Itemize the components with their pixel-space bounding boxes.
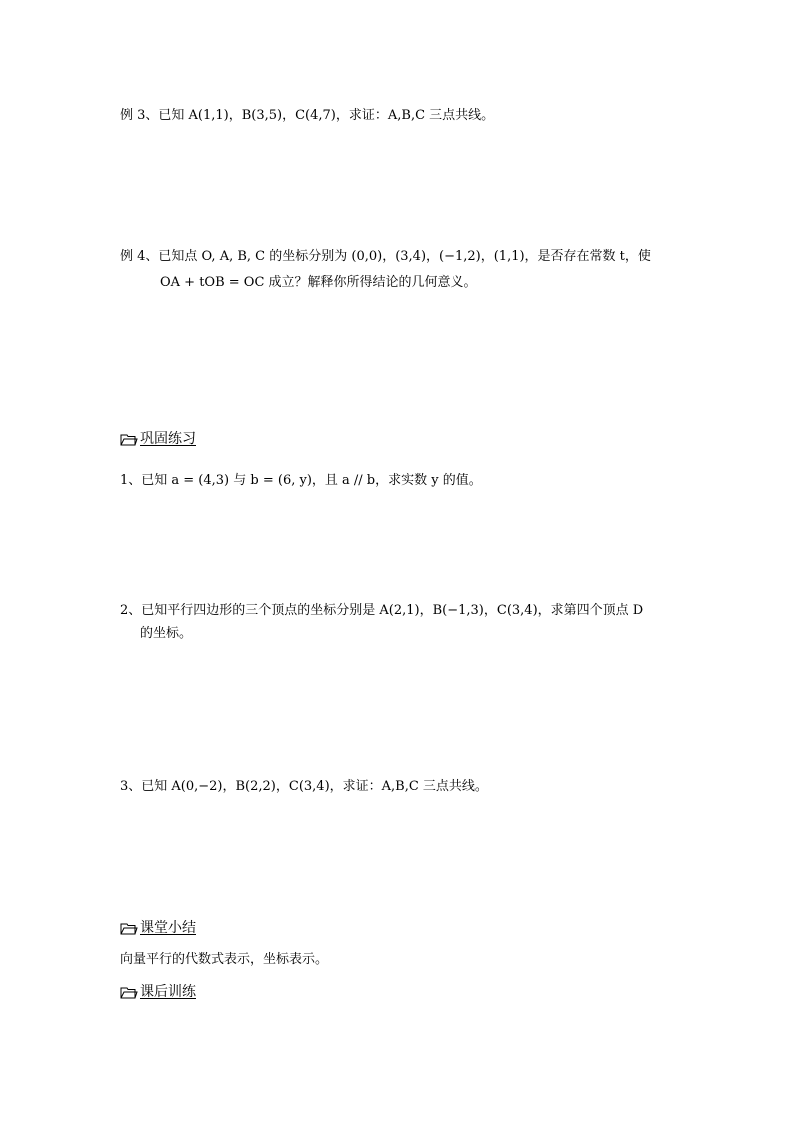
practice-question-2-line-1: 2、已知平行四边形的三个顶点的坐标分别是 A(2,1)，B(−1,3)，C(3,4)，求第四个顶点 D [120,603,644,618]
section-homework-label: 课后训练 [140,984,196,1000]
section-practice-label: 巩固练习 [140,431,196,447]
folder-icon [120,433,138,446]
practice-question-1: 1、已知 a = (4,3) 与 b = (6, y)，且 a // b，求实数 y 的值。 [120,473,482,488]
example-4-line-2: OA + tOB = OC 成立？解释你所得结论的几何意义。 [160,275,477,290]
summary-text: 向量平行的代数式表示，坐标表示。 [120,952,329,967]
section-practice-heading [120,429,196,449]
section-summary-heading [120,918,196,938]
practice-question-2-line-2: 的坐标。 [140,626,193,641]
example-4-line-1: 例 4、已知点 O, A, B, C 的坐标分别为 (0,0)，(3,4)，(−1,2)，(1,1)，是否存在常数 t，使 [120,249,651,264]
example-3: 例 3、已知 A(1,1)，B(3,5)，C(4,7)，求证：A,B,C 三点共线。 [120,108,495,123]
section-homework-heading [120,982,196,1002]
folder-icon [120,986,138,999]
folder-icon [120,922,138,935]
section-summary-label: 课堂小结 [140,920,196,936]
practice-question-3: 3、已知 A(0,−2)，B(2,2)，C(3,4)，求证：A,B,C 三点共线。 [120,779,488,794]
